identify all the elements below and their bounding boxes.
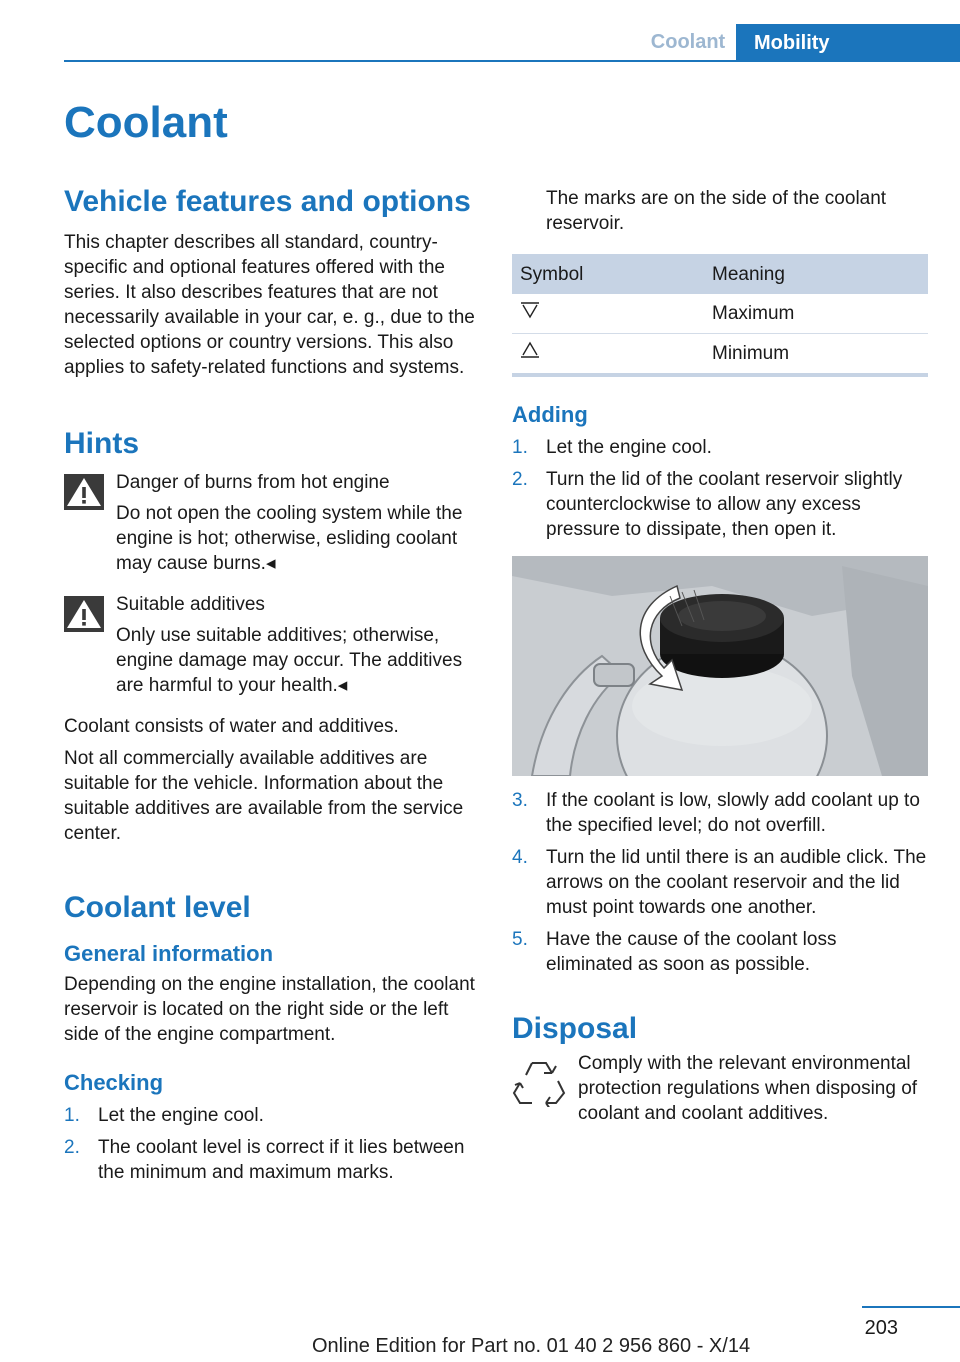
adding-steps-continued bbox=[512, 788, 928, 977]
disposal-text: Comply with the relevant environmental protection regulations when disposing of coolant and coolant additives. bbox=[578, 1053, 918, 1124]
disposal-block bbox=[512, 1051, 928, 1126]
disposal-heading: Disposal bbox=[512, 1012, 638, 1045]
warning-additives-body: Only use suitable additives; otherwise, engine damage may occur. The additives are harmful to your health.◂ bbox=[116, 625, 463, 696]
list-item: 3. If the coolant is low, slowly add coolant up to the specified level; do not overfill. bbox=[512, 790, 920, 836]
coolant-level-heading: Coolant level bbox=[64, 891, 251, 924]
header-section-tab: Coolant bbox=[650, 31, 726, 53]
general-information-text: Depending on the engine installation, the coolant reservoir is located on the right side or the left side of the engine compartment. bbox=[64, 974, 475, 1045]
table-cell-meaning: Minimum bbox=[704, 334, 928, 376]
min-mark-icon bbox=[520, 343, 540, 364]
footer-edition: Online Edition for Part no. 01 40 2 956 860 - X/14 bbox=[312, 1335, 751, 1357]
page-title: Coolant bbox=[64, 98, 228, 147]
vehicle-features-text: This chapter describes all standard, country-specific and optional features offered with the series. It also describes features that are not necessarily available in your car, e. g., due to the selected options or country versions. This also applies to safety-related functions and systems. bbox=[64, 232, 475, 378]
table-row bbox=[512, 334, 928, 376]
list-item: 2. Turn the lid of the coolant reservoir slightly counterclockwise to allow any excess pressure to dissipate, then open it. bbox=[512, 469, 903, 540]
right-column bbox=[512, 186, 928, 1126]
adding-heading: Adding bbox=[512, 402, 588, 427]
adding-steps bbox=[512, 435, 928, 542]
checking-heading: Checking bbox=[64, 1070, 164, 1095]
checking-steps bbox=[64, 1103, 482, 1185]
coolant-composition-text: Coolant consists of water and additives. bbox=[64, 716, 399, 737]
list-item: 1. Let the engine cool. bbox=[512, 437, 712, 458]
vehicle-features-heading: Vehicle features and options bbox=[64, 185, 471, 218]
header-chapter-tab: Mobility bbox=[736, 24, 960, 62]
warning-burns-body: Do not open the cooling system while the engine is hot; otherwise, esliding coolant may cause burns.◂ bbox=[116, 503, 463, 574]
footer-rule bbox=[862, 1306, 960, 1308]
table-row bbox=[512, 294, 928, 334]
list-item: 4. Turn the lid until there is an audible click. The arrows on the coolant reservoir and the lid must point towards one another. bbox=[512, 847, 927, 918]
additives-info-text: Not all commercially available additives are suitable for the vehicle. Information about the suitable additives are available from the service center. bbox=[64, 748, 464, 844]
warning-burns-title: Danger of burns from hot engine bbox=[116, 472, 390, 493]
list-item: 1. Let the engine cool. bbox=[64, 1105, 264, 1126]
page-number: 203 bbox=[864, 1317, 898, 1339]
coolant-reservoir-photo bbox=[512, 556, 928, 776]
warning-burns bbox=[64, 470, 482, 576]
hints-heading: Hints bbox=[64, 427, 139, 460]
general-information-heading: General information bbox=[64, 941, 274, 966]
list-item: 2. The coolant level is correct if it lies between the minimum and maximum marks. bbox=[64, 1137, 465, 1183]
max-mark-icon bbox=[520, 303, 540, 324]
warning-additives bbox=[64, 592, 482, 698]
marks-text: The marks are on the side of the coolant reservoir. bbox=[546, 188, 887, 234]
list-item: 5. Have the cause of the coolant loss eliminated as soon as possible. bbox=[512, 929, 837, 975]
warning-triangle-icon bbox=[64, 596, 104, 632]
recycle-icon bbox=[512, 1055, 566, 1107]
table-cell-meaning: Maximum bbox=[704, 294, 928, 334]
warning-additives-title: Suitable additives bbox=[116, 594, 265, 615]
header-rule bbox=[64, 60, 960, 62]
table-header-meaning: Meaning bbox=[704, 254, 928, 294]
symbol-table bbox=[512, 254, 928, 377]
table-header-symbol: Symbol bbox=[512, 254, 704, 294]
left-column bbox=[64, 184, 482, 1192]
warning-triangle-icon bbox=[64, 474, 104, 510]
